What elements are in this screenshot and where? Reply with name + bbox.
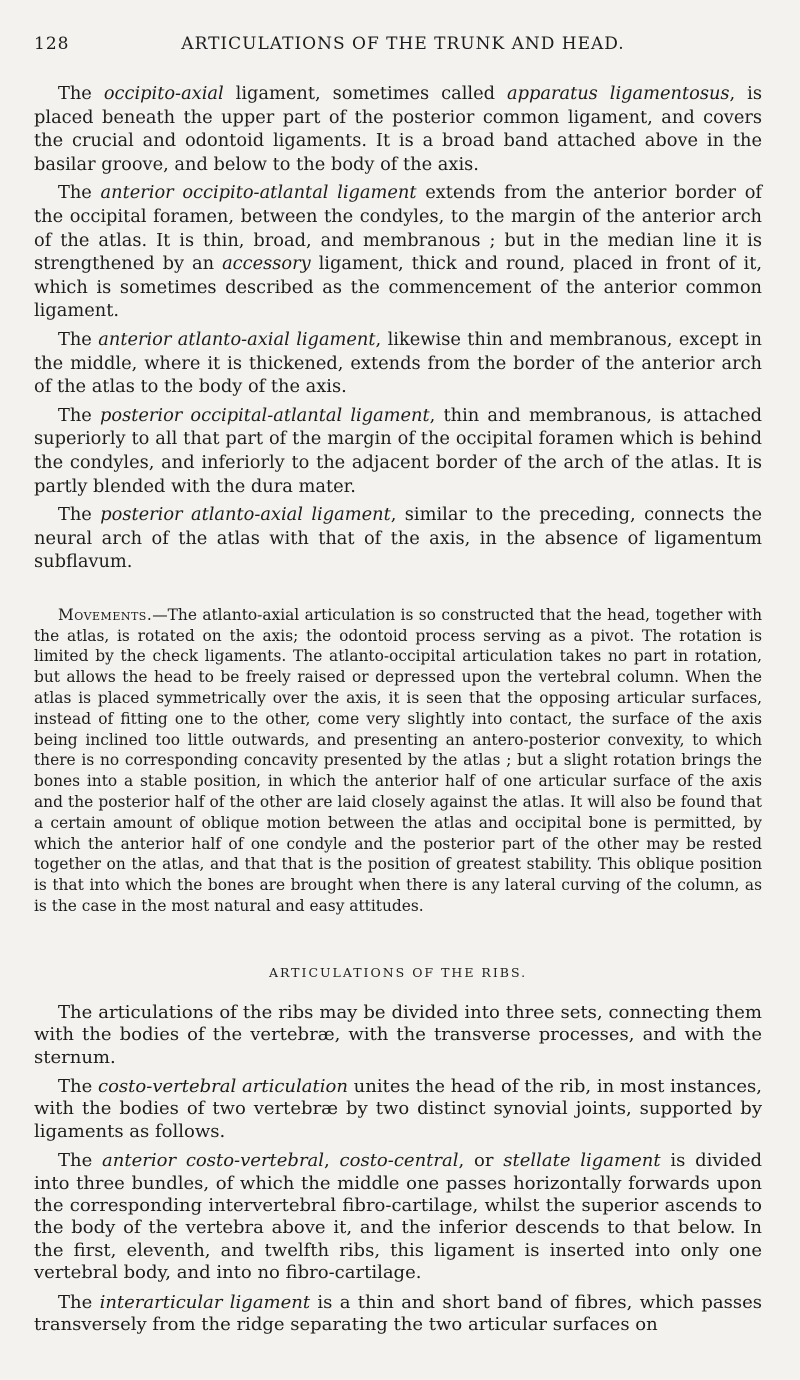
movements-label: Movements. xyxy=(58,605,153,624)
section-heading: ARTICULATIONS OF THE RIBS. xyxy=(268,964,528,980)
paragraph-posterior-occipital-atlantal: The posterior occipital-atlantal ligament, thin and membranous, is attached superiorly to all that part of the margin of the occipital foramen which is behind the condyles, and inferiorly to the adjacent border of the arch of the atlas. It is partly blended with the dura mater. xyxy=(34,404,763,497)
page-number: 128 xyxy=(34,34,70,54)
ligament-paragraphs xyxy=(34,82,762,574)
paragraph-stellate-ligament: The anterior costo-vertebral, costo-central, or stellate ligament is divided into three bundles, of which the middle one passes horizontally forwards upon the corresponding intervertebral fibro-cartilage, whilst the superior ascends to the body of the vertebra above it, and the inferior descends to that below. In the first, eleventh, and twelfth ribs, this ligament is inserted into only one vertebral body, and into no fibro-cartilage. xyxy=(34,1150,762,1284)
ribs-paragraphs xyxy=(34,1002,762,1337)
running-title: ARTICULATIONS OF THE TRUNK AND HEAD. xyxy=(181,34,625,54)
paragraph-anterior-atlanto-axial: The anterior atlanto-axial ligament, likewise thin and membranous, except in the middle, where it is thickened, extends from the border of the anterior arch of the atlas to the body of the axis. xyxy=(34,328,762,398)
paragraph-costo-vertebral: The costo-vertebral articulation unites the head of the rib, in most instances, with the bodies of two vertebræ by two distinct synovial joints, supported by ligaments as follows. xyxy=(34,1076,762,1142)
paragraph-occipito-axial: The occipito-axial ligament, sometimes called apparatus ligamentosus, is placed beneath the upper part of the posterior common ligament, and covers the crucial and odontoid ligaments. It is a broad band attached above in the basilar groove, and below to the body of the axis. xyxy=(34,83,762,175)
movements-paragraph xyxy=(34,605,762,917)
paragraph-anterior-occipito-atlantal: The anterior occipito-atlantal ligament extends from the anterior border of the occipital foramen, between the condyles, to the margin of the anterior arch of the atlas. It is thin, broad, and membranous ; but in the median line it is strengthened by an accessory ligament, thick and round, placed in front of it, which is sometimes described as the commencement of the anterior common ligament. xyxy=(34,182,762,322)
paragraph-posterior-atlanto-axial: The posterior atlanto-axial ligament, similar to the preceding, connects the neural arch of the atlas with that of the axis, in the absence of ligamentum subflavum. xyxy=(34,504,762,573)
paragraph-interarticular-ligament: The interarticular ligament is a thin and short band of fibres, which passes transversely from the ridge separating the two articular surfaces on xyxy=(34,1291,762,1336)
paragraph-ribs-intro: The articulations of the ribs may be divided into three sets, connecting them with the bodies of the vertebræ, with the transverse processes, and with the sternum. xyxy=(34,1001,762,1068)
movements-text: —The atlanto-axial articulation is so constructed that the head, together with the atlas, is rotated on the axis; the odontoid process serving as a pivot. The rotation is limited by the check ligaments. The atlanto-occipital articulation takes no part in rotation, but allows the head to be freely raised or depressed upon the vertebral column. When the atlas is placed symmetrically over the axis, it is seen that the opposing articular surfaces, instead of fitting one to the other, come very slightly into contact, the surface of the axis being inclined too little outwards, and presenting an antero-posterior convexity, to which there is no corresponding concavity presented by the atlas ; but a slight rotation brings the bones into a stable position, in which the anterior half of one articular surface of the axis and the posterior half of the other are laid closely against the atlas. It will also be found that a certain amount of oblique motion between the atlas and occipital bone is permitted, by which the anterior half of one condyle and the posterior part of the other may be rested together on the atlas, and that that is the position of greatest stability. This oblique position is that into which the bones are brought when there is any lateral curving of the column, as is the case in the most natural and easy attitudes. xyxy=(34,605,762,916)
running-head xyxy=(34,34,762,70)
